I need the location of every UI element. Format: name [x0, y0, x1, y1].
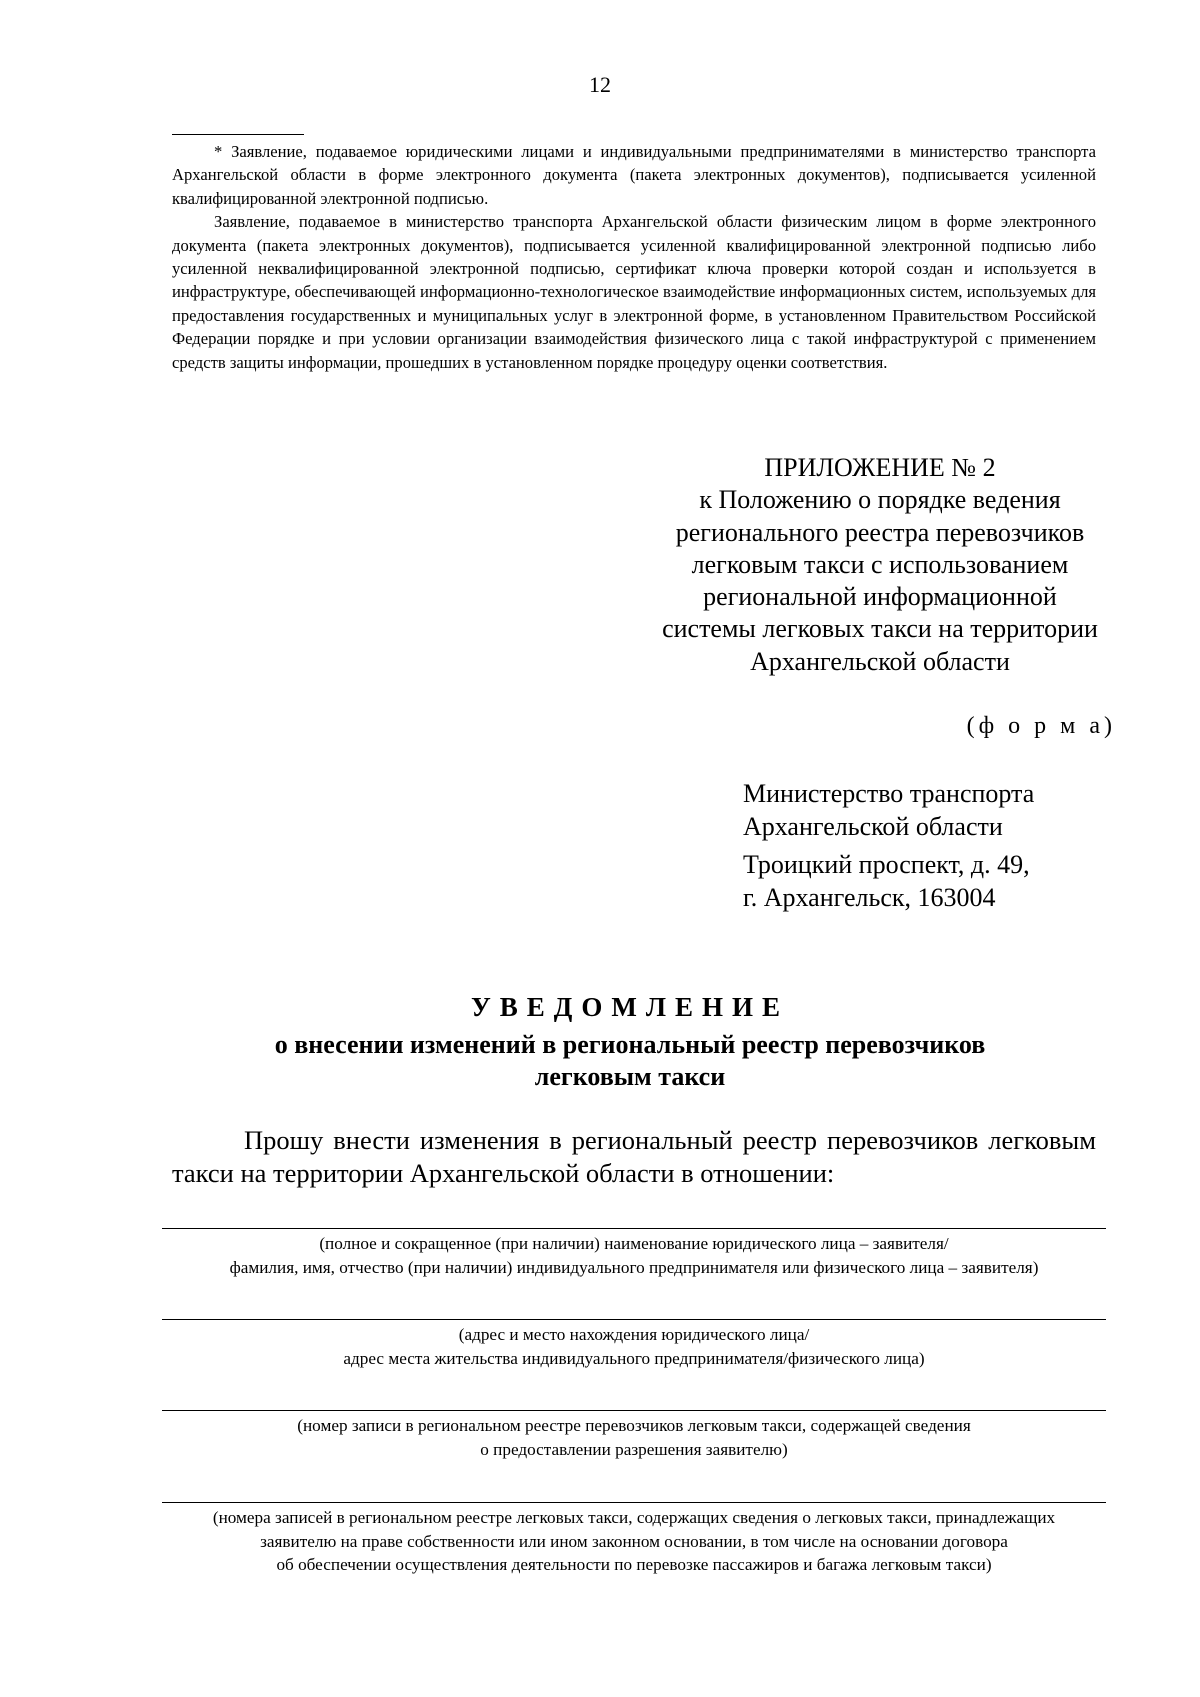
- page-number: 12: [589, 72, 611, 97]
- field-caption: (полное и сокращенное (при наличии) наименование юридического лица – заявителя/: [319, 1234, 949, 1253]
- form-label: (ф о р м а): [966, 713, 1116, 739]
- appendix-line: региональной информационной: [703, 582, 1057, 612]
- field-caption: (номер записи в региональном реестре перевозчиков легковым такси, содержащей сведения: [297, 1416, 971, 1435]
- notice-subtitle: [0, 1029, 1200, 1093]
- field-caption: адрес места жительства индивидуального предпринимателя/физического лица): [343, 1348, 925, 1368]
- field-caption: об обеспечении осуществления деятельности по перевозке пассажиров и багажа легковым такси): [276, 1555, 992, 1574]
- field-caption: о предоставлении разрешения заявителю): [480, 1439, 788, 1459]
- appendix-line: регионального реестра перевозчиков: [675, 517, 1085, 547]
- appendix-line: системы легковых такси на территории: [662, 614, 1098, 644]
- appendix-header: [620, 452, 1140, 678]
- notice-subtitle-line: легковым такси: [534, 1062, 726, 1091]
- notice-title: УВЕДОМЛЕНИЕ: [470, 992, 790, 1022]
- field-caption: (адрес и место нахождения юридического лица/: [458, 1325, 810, 1344]
- footnote-paragraph: * Заявление, подаваемое юридическими лицами и индивидуальными предпринимателями в министерство транспорта Архангельской области в форме электронного документа (пакета электронных документов), подписывается усиленной квалифицированной электронной подписью.: [172, 142, 1096, 208]
- footnote-paragraph: Заявление, подаваемое в министерство транспорта Архангельской области физическим лицом в форме электронного документа (пакета электронных документов), подписывается усиленной квалифицированной электронной подписью либо усиленной неквалифицированной электронной подписью, сертификат ключа проверки которой создан и используется в инфраструктуре, обеспечивающей информационно-технологическое взаимодействие информационных систем, используемых для предоставления государственных и муниципальных услуг в электронной форме, в установленном Правительством Российской Федерации порядке и при условии организации взаимодействия физического лица с такой инфраструктурой с применением средств защиты информации, прошедших в установленном порядке процедуру оценки соответствия.: [172, 212, 1096, 372]
- appendix-title: ПРИЛОЖЕНИЕ № 2: [764, 453, 996, 482]
- appendix-line: легковым такси с использованием: [691, 549, 1069, 579]
- field-caption: фамилия, имя, отчество (при наличии) индивидуального предпринимателя или физического лица – заявителя): [229, 1257, 1039, 1277]
- notice-subtitle-line: о внесении изменений в региональный реестр перевозчиков: [274, 1030, 986, 1059]
- appendix-line: Архангельской области: [750, 646, 1010, 676]
- recipient-name-line: Министерство транспорта: [743, 779, 1035, 808]
- recipient-address-line: г. Архангельск, 163004: [743, 882, 996, 912]
- appendix-line: к Положению о порядке ведения: [699, 485, 1061, 515]
- footnote-separator: [172, 134, 304, 135]
- recipient-address-line: Троицкий проспект, д. 49,: [743, 850, 1030, 879]
- request-paragraph: Прошу внести изменения в региональный реестр перевозчиков легковым такси на территории Архангельской области в отношении:: [172, 1125, 1096, 1188]
- taxi-registry-records-field[interactable]: [162, 1502, 1106, 1577]
- field-caption: заявителю на праве собственности или ином законном основании, в том числе на основании договора: [260, 1531, 1008, 1551]
- registry-record-number-field[interactable]: [162, 1410, 1106, 1461]
- footnote: [172, 140, 1096, 374]
- recipient-block: [743, 778, 1034, 914]
- applicant-address-field[interactable]: [162, 1319, 1106, 1370]
- recipient-name-line: Архангельской области: [743, 811, 1003, 841]
- applicant-name-field[interactable]: [162, 1228, 1106, 1279]
- field-caption: (номера записей в региональном реестре легковых такси, содержащих сведения о легковых такси, принадлежащих: [212, 1508, 1056, 1527]
